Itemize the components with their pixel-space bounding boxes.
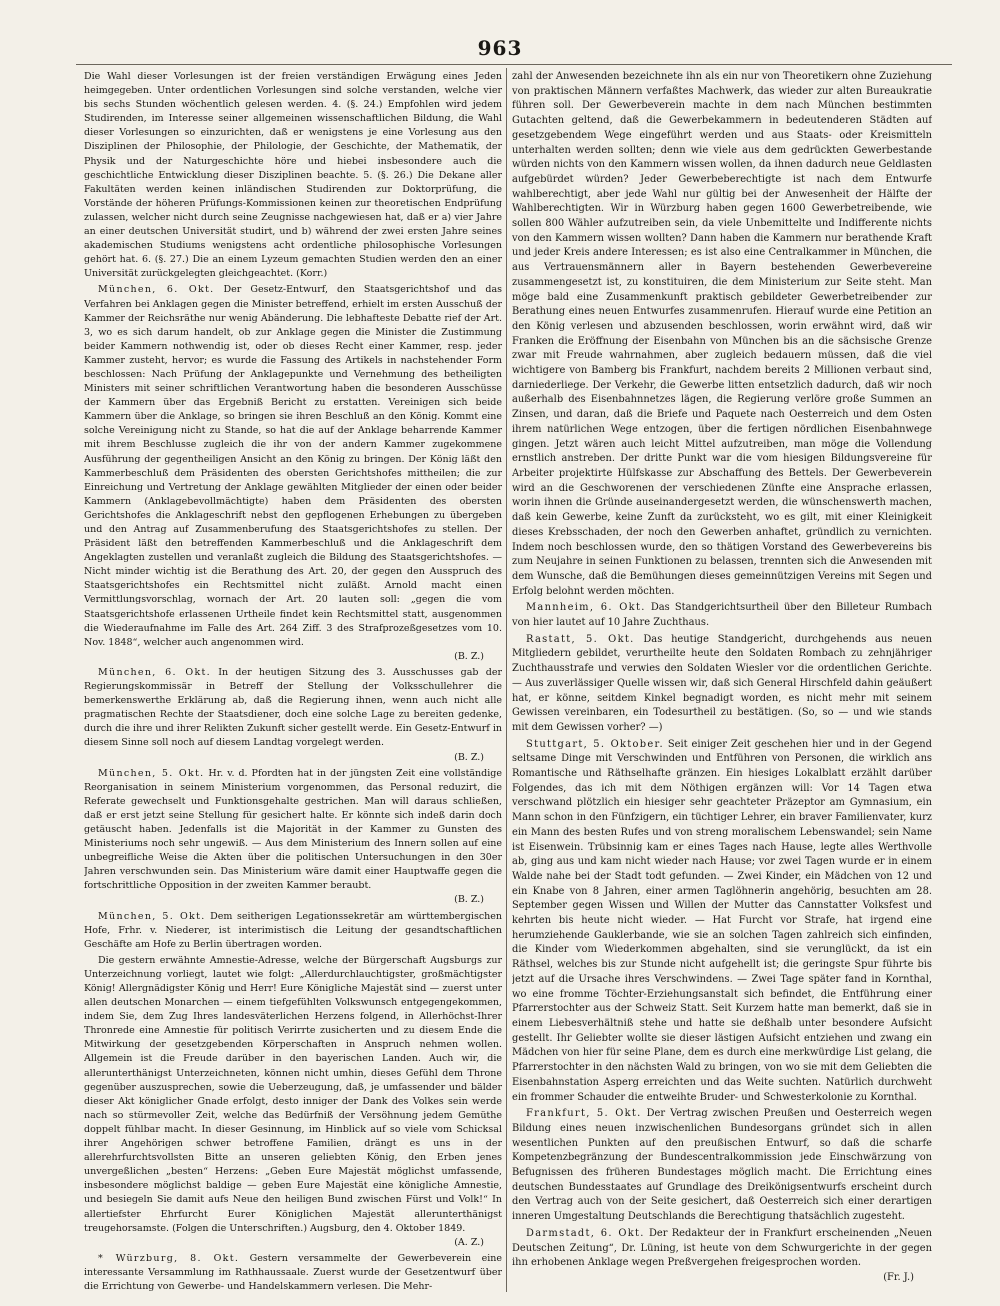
article-paragraph — [512, 633, 932, 736]
article-dateline: Mannheim, 6. Okt. — [526, 602, 646, 614]
source-signature: (B. Z.) — [454, 751, 484, 763]
article-text: Gestern versammelte der Gewerbeverein eine interessante Versammlung im Rathhaussaale. Zuerst wurde der Gesetzentwurf über die Errichtung von Gewerbe- und Handelskammern verlesen. Die Mehr- — [84, 1252, 502, 1292]
article-text: Der Vertrag zwischen Preußen und Oesterreich wegen Bildung eines neuen inzwischenlichen Bundesorgans gründet sich in allen wesentlichen Punkten auf den preußischen Entwurf, so daß die scharfe Kompetenzbegränzung der Bundescentralkommission jede Einschwärzung von Befugnissen des früheren Bundestages möglich macht. Die Errichtung eines deutschen Bundesstaates auf Grundlage des Dreikönigsentwurfs erscheint durch den Vertrag auch von der Seite gesichert, daß Oesterreich sich einer derartigen inneren Umgestaltung Deutschlands die Berechtigung thatsächlich zugesteht. — [512, 1108, 932, 1223]
article-text: In der heutigen Sitzung des 3. Ausschusses gab der Regierungskommissär in Betreff der Stellung der Volksschullehrer die bemerkenswerthe Erklärung ab, daß die Regierung ihnen, wenn auch nicht alle pragmatischen Rechte der Staatsdiener, doch eine solche Lage zu bereiten gedenke, durch die ihre und ihrer Relikten Zukunft sicher gestellt werde. Ein Gesetz-Entwurf in diesem Sinne soll noch auf diesem Landtag vorgelegt werden. — [84, 666, 502, 749]
article-paragraph — [84, 767, 502, 908]
source-signature: (A. Z.) — [454, 1236, 484, 1248]
article-text: Die Wahl dieser Vorlesungen ist der freien verständigen Erwägung eines Jeden heimgegeben. Unter ordentlichen Vorlesungen sind solche verstanden, welche vier bis sechs Stunden wöchentlich gelesen werden. 4. (§. 24.) Empfohlen wird jedem Studirenden, im Interesse seiner allgemeinen wissenschaftlichen Bildung, die Wahl dieser Vorlesungen so einzurichten, daß er wenigstens je eine Vorlesung aus den Disziplinen der Philosophie, der Philologie, der Geschichte, der Mathematik, der Physik und der Naturgeschichte höre und hiebei insbesondere auch die geschichtliche Entwicklung dieser Disziplinen beachte. 5. (§. 26.) Die Dekane aller Fakultäten werden keinen inländischen Studirenden zur Doktorprüfung, die Vorstände der höheren Prüfungs-Kommissionen keinen zur theoretischen Endprüfung zulassen, welcher nicht durch seine Zeugnisse nachgewiesen hat, daß er a) vier Jahre an einer deutschen Universität studirt, und b) während der zwei ersten Jahre seines akademischen Studiums wenigstens acht ordentliche philosophische Vorlesungen gehört hat. 6. (§. 27.) Die an einem Lyzeum gemachten Studien werden den an einer Universität zurückgelegten gleichgeachtet. (Korr.) — [84, 71, 502, 280]
article-dateline: Frankfurt, 5. Okt. — [526, 1108, 642, 1120]
source-signature: (B. Z.) — [454, 650, 484, 662]
article-paragraph — [84, 666, 502, 765]
source-signature: (B. Z.) — [454, 894, 484, 906]
article-text: Dem seitherigen Legationssekretär am württembergischen Hofe, Frhr. v. Niederer, ist interimistisch die Leitung der gesandtschaftlichen Geschäfte am Hofe zu Berlin übertragen worden. — [84, 910, 502, 950]
article-paragraph — [84, 954, 502, 1250]
article-dateline: München, 6. Okt. — [98, 284, 215, 296]
article-paragraph — [512, 1227, 932, 1286]
article-paragraph — [512, 1107, 932, 1225]
article-paragraph — [512, 601, 932, 630]
article-paragraph — [84, 910, 502, 952]
header-rule — [76, 64, 952, 65]
article-text: Der Gesetz-Entwurf, den Staatsgerichtshof und das Verfahren bei Anklagen gegen die Minister betreffend, erhielt im ersten Ausschuß der Kammer der Reichsräthe nur wenig Abänderung. Die lebhafteste Debatte rief der Art. 3, wo es sich darum handelt, ob zur Anklage gegen die Minister die Zustimmung beider Kammern nothwendig ist, oder ob dieses Recht einer Kammer, resp. jeder Kammer zusteht, hervor; es wurde die Fassung des Artikels in nachstehender Form beschlossen: Nach Prüfung der Anklagepunkte und Vernehmung des betheiligten Ministers mit seiner schriftlichen Verantwortung haben die besonderen Ausschüsse der Kammern über das Ergebniß Bericht zu erstatten. Vereinigen sich beide Kammern über die Anklage, so bringen sie ihren Beschluß an den König. Kommt eine solche Vereinigung nicht zu Stande, so hat die auf der Anklage beharrende Kammer mit ihrem Beschlusse zugleich die ihr von der andern Kammer zugekommene Ausführung der gegentheiligen Ansicht an den König zu bringen. Der König läßt den Kammerbeschluß dem Präsidenten des obersten Gerichtshofes mittheilen; die zur Einreichung und Vertretung der Anklage gewählten Mitglieder der einen oder beider Kammern (Anklagebevollmächtigte) haben dem Präsidenten des obersten Gerichtshofes die Anklageschrift nebst den gepflogenen Erhebungen zu übergeben und den Antrag auf Zusammenberufung des Staatsgerichtshofes zu stellen. Der Präsident läßt den betreffenden Kammerbeschluß und die Anklageschrift dem Angeklagten zustellen und veranlaßt zugleich die Bildung des Staatsgerichtshofes. — Nicht minder wichtig ist die Berathung des Art. 20, der gegen den Ausspruch des Staatsgerichtshofes ein Rechtsmittel nicht zuläßt. Arnold macht einen Vermittlungsvorschlag, wornach der Art. 20 lauten soll: „gegen die vom Staatsgerichtshofe erlassenen Urtheile findet kein Rechtsmittel statt, ausgenommen die Wiederaufnahme im Falle des Art. 264 Ziff. 3 des Strafprozeßgesetzes vom 10. Nov. 1848“, welcher auch angenommen wird. — [84, 284, 502, 648]
page-number: 963 — [477, 36, 523, 60]
article-dateline: Rastatt, 5. Okt. — [526, 633, 635, 645]
article-text: Seit einiger Zeit geschehen hier und in der Gegend seltsame Dinge mit Verschwinden und Entführen von Personen, die wirklich ans Romantische und Räthselhafte gränzen. Ein hiesiges Lokalblatt erzählt darüber Folgendes, das ich mit dem Nöthigen ergänzen will: Vor 14 Tagen etwa verschwand plötzlich ein hiesiger sehr geachteter Präzeptor am Gymnasium, ein Mann schon in den Fünfzigern, ein tüchtiger Lehrer, ein braver Familienvater, kurz ein Mann des besten Rufes und von streng moralischem Lebenswandel; sein Name ist Eisenwein. Trübsinnig kam er eines Tages nach Hause, legte alles Werthvolle ab, ging aus und kam nicht wieder nach Hause; vor zwei Tagen wurde er in einem Walde nahe bei der Stadt todt gefunden. — Zwei Kinder, ein Mädchen von 12 und ein Knabe von 8 Jahren, einer armen Taglöhnerin angehörig, besuchten am 28. September gegen Wissen und Willen der Mutter das Cannstatter Volksfest und kehrten bis heute nicht wieder. — Hat Furcht vor Strafe, hat irgend eine herumziehende Gauklerbande, wie sie an solchen Tagen zahlreich sich einfinden, die Kinder vom Wiederkommen abgehalten, sind sie verunglückt, da ist ein Räthsel, welches bis zur Stunde nicht aufgehellt ist; die geringste Spur führte bis jetzt auf die Ursache ihres Verschwindens. — Zwei Tage später fand in Kornthal, wo eine fromme Töchter-Erziehungsanstalt sich befindet, die Entführung einer Pfarrerstochter aus der Schweiz Statt. Seit Kurzem hatte man bemerkt, daß sie in einem Liebesverhältniß stehe und hatte sie deßhalb unter besondere Aufsicht gestellt. Ihr Geliebter wollte sie dieser lästigen Aufsicht entziehen und zwang ein Mädchen von hier für seine Plane, dem es durch eine merkwürdige List gelang, die Pfarrerstochter in den nächsten Wald zu bringen, von wo sie mit dem Geliebten die Eisenbahnstation Asperg erreichten und das Weite suchten. Natürlich durchweht ein frommer Schauder die entweihte Bruder- und Schwesterkolonie zu Kornthal. — [512, 738, 932, 1103]
article-text: Der Redakteur der in Frankfurt erscheinenden „Neuen Deutschen Zeitung“, Dr. Lüning, ist heute von dem Schwurgerichte in der gegen ihn erhobenen Anklage wegen Preßvergehen freigesprochen worden. — [512, 1227, 932, 1269]
article-text: Die gestern erwähnte Amnestie-Adresse, welche der Bürgerschaft Augsburgs zur Unterzeichnung vorliegt, lautet wie folgt: „Allerdurchlauchtigster, großmächtigster König! Allergnädigster König und Herr! Eure Königliche Majestät sind — zuerst unter allen deutschen Monarchen — einem tiefgefühlten Volkswunsch entgegengekommen, indem Sie, dem Zug Ihres landesväterlichen Herzens folgend, in Allerhöchst-Ihrer Thronrede eine Amnestie für politisch Verirrte zusicherten und zu diesem Ende die Mitwirkung der gesetzgebenden Körperschaften in Anspruch nehmen wollen. Allgemein ist die Freude darüber in den bayerischen Landen. Auch wir, die allerunterthänigst Unterzeichneten, können nicht umhin, dieses Gefühl dem Throne gegenüber auszusprechen, sowie die Ueberzeugung, daß, je umfassender und bälder dieser Akt königlicher Gnade erfolgt, desto inniger der Dank des Volkes sein werde nach so stürmevoller Zeit, welche das Bedürfniß der Versöhnung jedem Gemüthe doppelt fühlbar macht. In dieser Gesinnung, im Hinblick auf so viele vom Schicksal ihrer Angehörigen schwer betroffene Familien, drängt es uns in der allerehrfurchtsvollsten Bitte an unseren geliebten König, den Erben jenes unvergeßlichen „besten“ Herzens: „Geben Eure Majestät möglichst umfassende, insbesondere möglichst baldige — geben Eure Majestät eine königliche Amnestie, und besiegeln Sie damit aufs Neue den heiligen Bund zwischen Fürst und Volk!“ In allertiefster Ehrfurcht Eurer Königlichen Majestät allerunterthänigst treugehorsamste. (Folgen die Unterschriften.) Augsburg, den 4. Oktober 1849. — [84, 954, 502, 1234]
article-paragraph — [512, 738, 932, 1106]
article-text: Das Standgerichtsurtheil über den Billeteur Rumbach von hier lautet auf 10 Jahre Zuchthaus. — [512, 602, 932, 629]
article-dateline: Darmstadt, 6. Okt. — [526, 1227, 645, 1239]
article-text: zahl der Anwesenden bezeichnete ihn als ein nur von Theoretikern ohne Zuziehung von praktischen Männern verfaßtes Machwerk, das wieder zur alten Bureaukratie führen soll. Der Gewerbeverein machte in dem nach München bestimmten Gutachten geltend, daß die Gewerbekammern in bedeutenderen Städten auf gesetzgebendem Wege eingeführt werden und aus Staats- oder Kreismitteln unterhalten werden sollten; denn wie viele aus dem gedrückten Gewerbestande würden nichts von den Kammern wissen wollen, da ihnen dadurch neue Geldlasten aufgebürdet würden? Jeder Gewerbeberechtigte ist nach dem Entwurfe wahlberechtigt, aber jede Wahl nur gültig bei der Anwesenheit der Hälfte der Wahlberechtigten. Wir in Würzburg haben gegen 1600 Gewerbetreibende, wie sollen 800 Wähler aufzutreiben sein, da viele Unbemittelte und Indifferente nichts von den Kammern wissen wollten? Dann haben die Kammern nur berathende Kraft und jeder Kreis andere Interessen; es ist also eine Centralkammer in München, die aus Vertrauensmännern aller in Bayern bestehenden Gewerbevereine zusammengesetzt ist, zu konstituiren, die dem Ministerium zur Seite steht. Man möge bald eine Zusammenkunft praktisch gebildeter Gewerbetreibender zur Berathung eines neuen Entwurfes zusammenrufen. Hierauf wurde eine Petition an den König verlesen und abzusenden beschlossen, worin erwähnt wird, daß wir Franken die Eröffnung der Eisenbahn von München bis an die sächsische Grenze zwar mit Freude wahrnahmen, aber zugleich bedauern müssen, daß die viel wichtigere von Bamberg bis Frankfurt, nachdem bereits 2 Millionen verbaut sind, darniederliege. Der Verkehr, die Gewerbe litten entsetzlich dadurch, daß wir noch außerhalb des Eisenbahnnetzes lägen, die Regierung verlöre große Summen an Zinsen, und daran, daß die Briefe und Paquete nach Oesterreich und dem Osten ihrem natürlichen Wege entzogen, über die fertigen nördlichen Eisenbahnwege gingen. Jetzt wären auch leicht Mittel aufzutreiben, man möge die Vollendung ernstlich anstreben. Der dritte Punkt war die vom hiesigen Bildungsvereine für Arbeiter projektirte Hülfskasse zur Abschaffung des Bettels. Der Gewerbeverein wird an die Geschworenen der verschiedenen Zünfte eine Ansprache erlassen, worin ihnen die Gründe auseinandergesetzt werden, die wünschenswerth machen, daß kein Gewerbe, keine Zunft da zurücksteht, wo es gilt, mit einer Kleinigkeit dieses Krebsschaden, der noch den Gewerben anhaftet, gründlich zu vernichten. Indem noch beschlossen wurde, den so thätigen Vorstand des Gewerbevereins bis zum Neujahre in seinen Funktionen zu belassen, trennten sich die Anwesenden mit dem Wunsche, daß die Bemühungen dieses gemeinnützigen Vereins mit Segen und Erfolg belohnt werden möchten. — [512, 71, 932, 597]
article-dateline: München, 5. Okt. — [98, 767, 205, 779]
article-dateline: * Würzburg, 8. Okt. — [98, 1252, 240, 1264]
article-text: Das heutige Standgericht, durchgehends aus neuen Mitgliedern gebildet, verurtheilte heute den Soldaten Rombach zu zehnjähriger Zuchthausstrafe und verwies den Soldaten Wiesler vor die ordentlichen Gerichte. — Aus zuverlässiger Quelle wissen wir, daß sich General Hirschfeld dahin geäußert hat, er könne, seitdem Kinkel begnadigt worden, es nicht mehr mit seinem Gewissen vereinbaren, ein Todesurtheil zu bestätigen. (So, so — und wie stands mit dem Gewissen vorher? —) — [512, 633, 932, 733]
article-paragraph — [84, 1252, 502, 1294]
article-dateline: München, 6. Okt. — [98, 666, 211, 678]
right-column — [512, 70, 932, 1296]
column-divider — [506, 68, 507, 1292]
article-dateline: Stuttgart, 5. Oktober. — [526, 738, 664, 750]
article-dateline: München, 5. Okt. — [98, 910, 206, 922]
left-column — [84, 70, 502, 1296]
article-paragraph — [84, 283, 502, 664]
article-paragraph — [512, 70, 932, 599]
article-text: Hr. v. d. Pfordten hat in der jüngsten Zeit eine vollständige Reorganisation in seinem Ministerium vorgenommen, das Personal reduzirt, die Referate gewechselt und Funktionsgehalte gestrichen. Man will daraus schließen, daß er erst jetzt seine Stellung für gesichert halte. Er könnte sich indeß darin doch getäuscht haben. Jedenfalls ist die Majorität in der Kammer zu Gunsten des Ministeriums noch sehr ungewiß. — Aus dem Ministerium des Innern sollen auf eine unbegreifliche Weise die Akten über die politischen Untersuchungen in den 30er Jahren verschwunden sein. Das Ministerium wäre damit einer Hauptwaffe gegen die fortschrittliche Opposition in der zweiten Kammer beraubt. — [84, 767, 502, 892]
article-paragraph — [84, 70, 502, 281]
source-signature: (Fr. J.) — [883, 1271, 914, 1283]
